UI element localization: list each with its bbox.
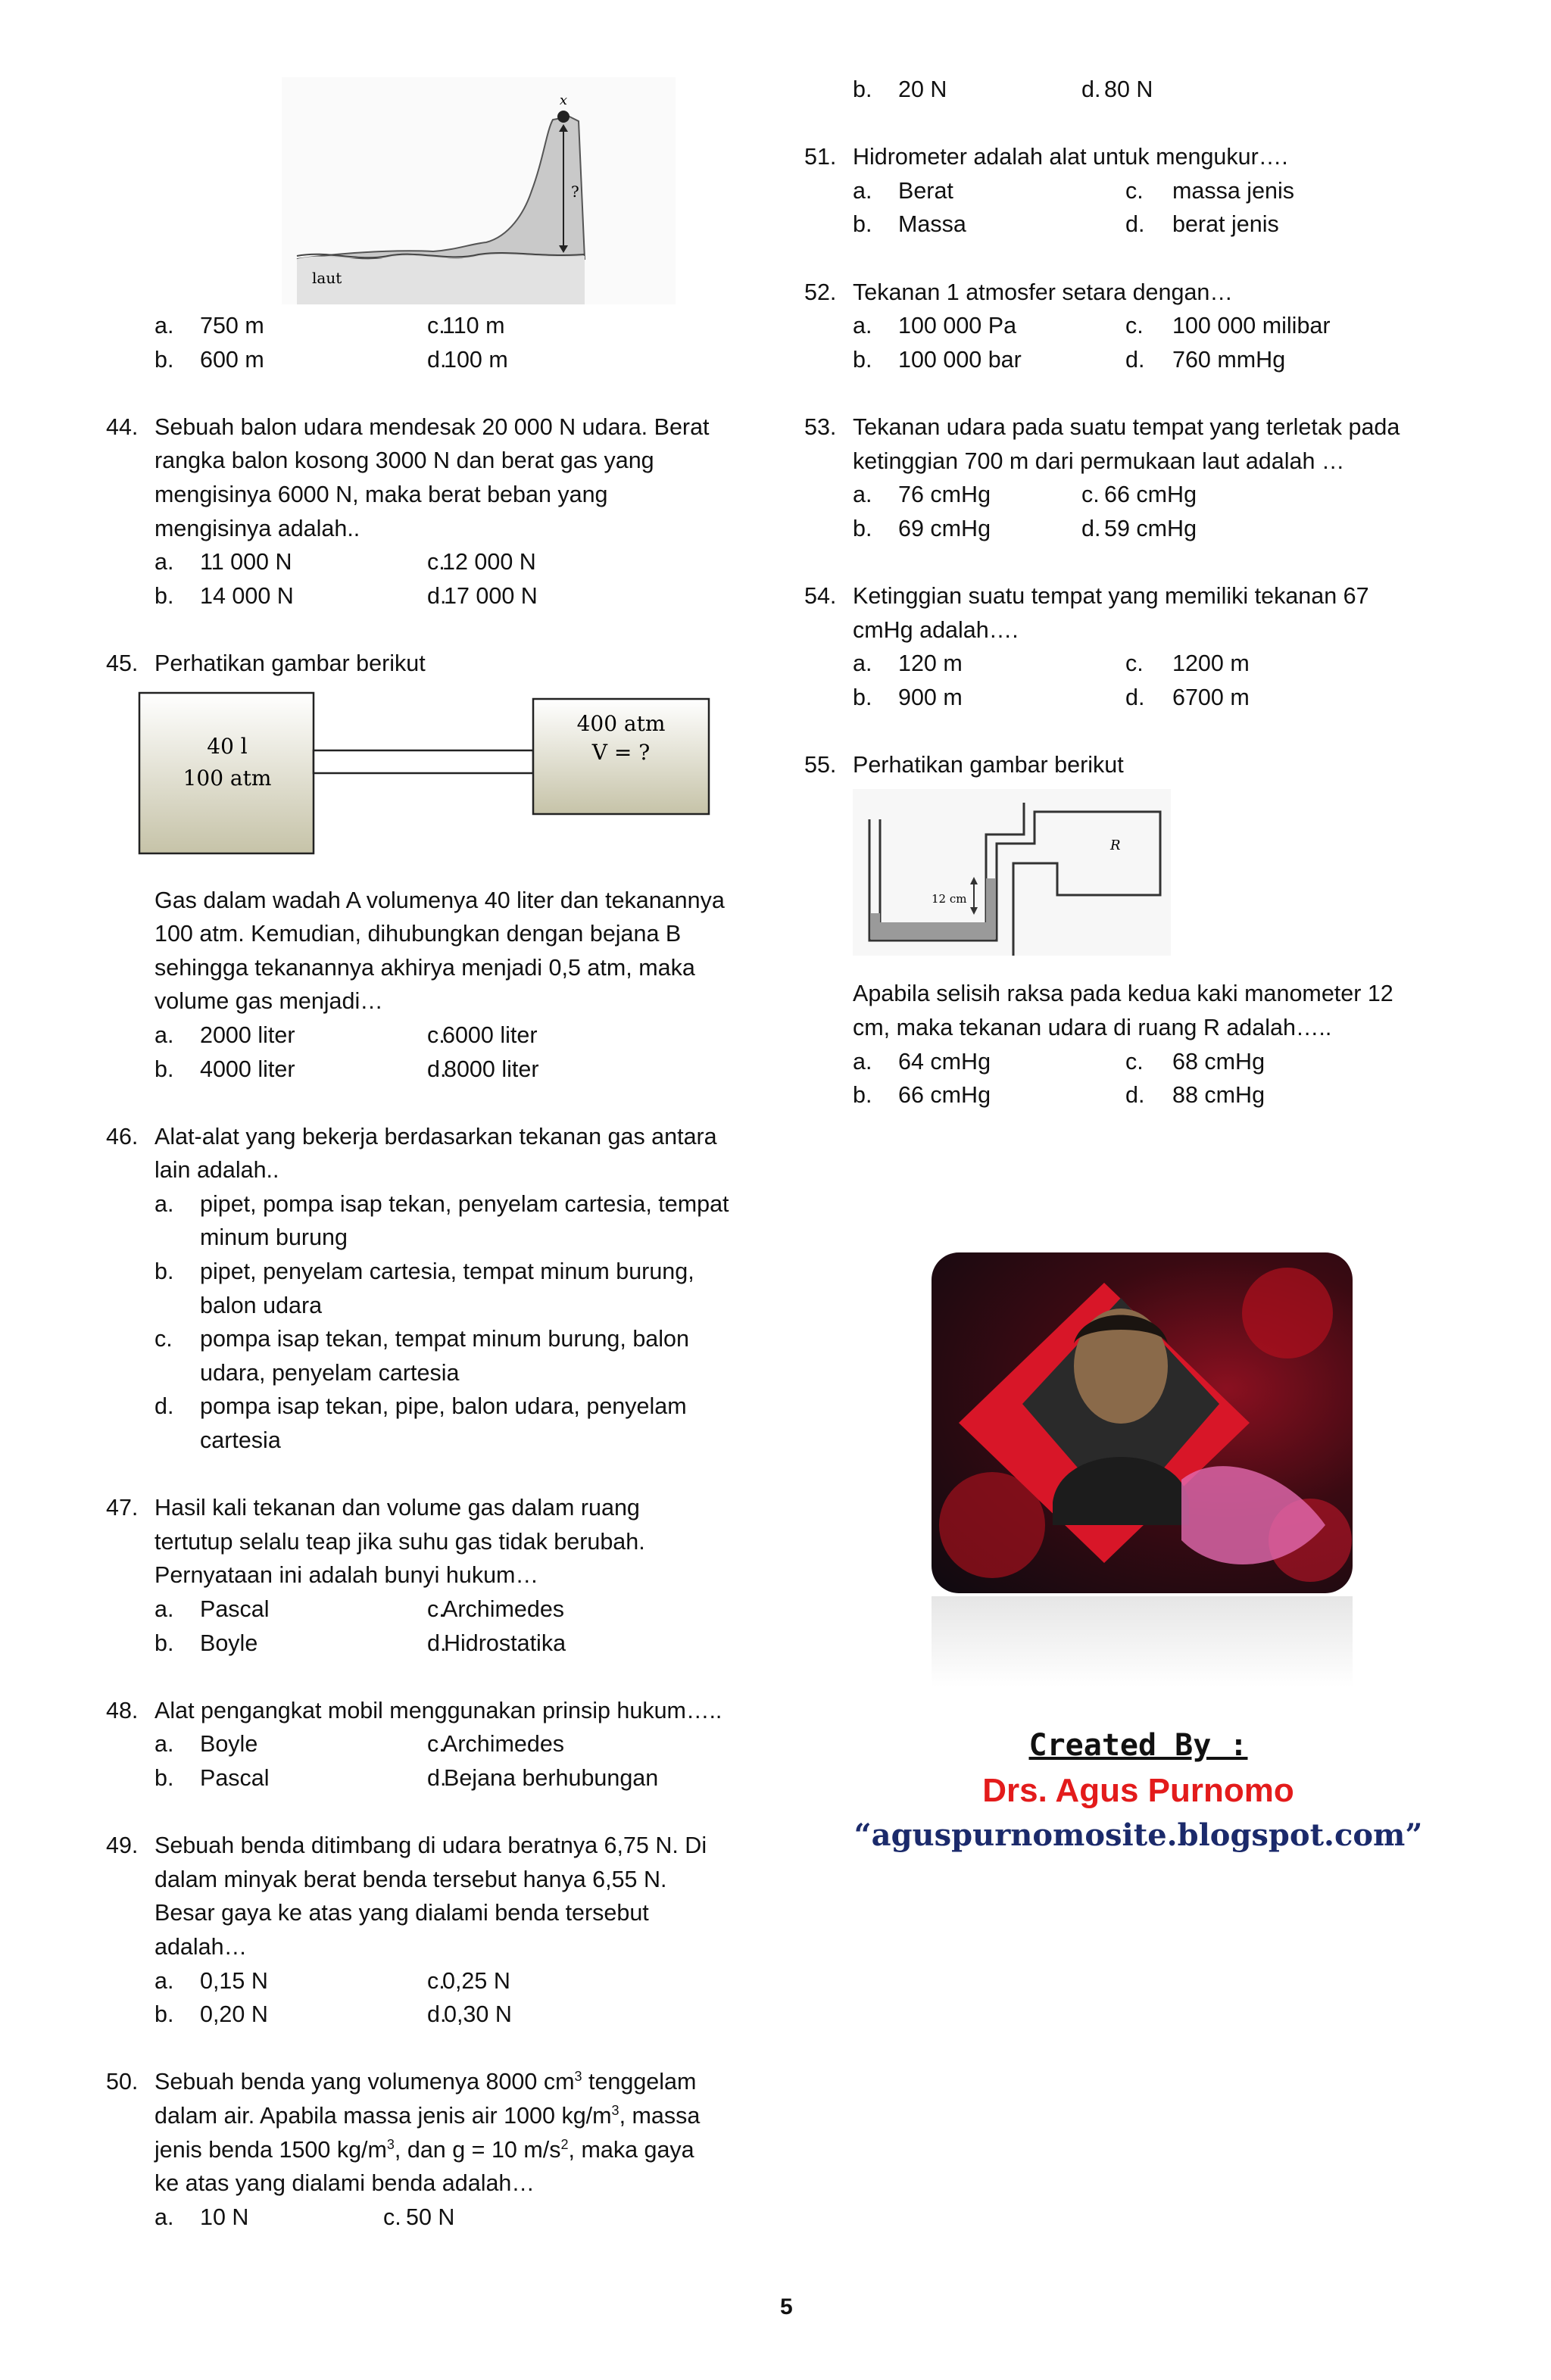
q47-opt-b: Boyle bbox=[200, 1630, 258, 1656]
q50-number: 50. bbox=[106, 2069, 139, 2095]
q45-text: volume gas menjadi… bbox=[154, 988, 383, 1015]
q46-opt-a: minum burung bbox=[200, 1224, 348, 1251]
tanks-diagram bbox=[136, 681, 742, 884]
question-54 bbox=[804, 579, 1486, 714]
q49-opt-a: 0,15 N bbox=[200, 1967, 268, 1994]
q51-opt-c: massa jenis bbox=[1172, 177, 1295, 204]
q52-opt-a: 100 000 Pa bbox=[898, 313, 1017, 339]
q51-opt-b-letter: b. bbox=[853, 211, 872, 238]
question-47 bbox=[106, 1491, 788, 1660]
q55-opt-a: 64 cmHg bbox=[898, 1048, 991, 1075]
q46-opt-d-letter: d. bbox=[154, 1393, 174, 1420]
x-label: x bbox=[559, 92, 568, 108]
q47-text: Pernyataan ini adalah bunyi hukum… bbox=[154, 1562, 538, 1589]
sea-label: laut bbox=[312, 269, 342, 287]
q55-opt-d-letter: d. bbox=[1125, 1082, 1145, 1109]
tank-b-volume: V = ? bbox=[591, 739, 651, 765]
q47-text: Hasil kali tekanan dan volume gas dalam ruang bbox=[154, 1495, 640, 1521]
q52-opt-b: 100 000 bar bbox=[898, 346, 1022, 373]
question-46 bbox=[106, 1120, 788, 1458]
q51-number: 51. bbox=[804, 144, 837, 170]
q43-row-2 bbox=[106, 343, 788, 377]
q50-text: ke atas yang dialami benda adalah… bbox=[154, 2170, 535, 2197]
q51-opt-d-letter: d. bbox=[1125, 211, 1145, 238]
q48-opt-b-letter: b. bbox=[154, 1764, 174, 1791]
q53-opt-d: 59 cmHg bbox=[1104, 515, 1197, 541]
q48-opt-a: Boyle bbox=[200, 1731, 258, 1758]
q51-opt-a: Berat bbox=[898, 177, 953, 204]
q44-opt-a: 11 000 N bbox=[200, 549, 292, 576]
q53-opt-c: 66 cmHg bbox=[1104, 482, 1197, 508]
q45-opt-a: 2000 liter bbox=[200, 1022, 295, 1048]
q47-opt-a-letter: a. bbox=[154, 1596, 174, 1622]
tank-a-pressure: 100 atm bbox=[183, 765, 272, 791]
manometer-diagram bbox=[853, 789, 1171, 956]
q44-opt-a-letter: a. bbox=[154, 549, 174, 576]
q45-intro: Perhatikan gambar berikut bbox=[154, 650, 426, 676]
author-name: Drs. Agus Purnomo bbox=[982, 1772, 1294, 1809]
q47-opt-d: Hidrostatika bbox=[444, 1630, 566, 1656]
q49-opt-c: 0,25 N bbox=[442, 1967, 510, 1994]
q44-opt-c: 12 000 N bbox=[442, 549, 536, 576]
q43-opt-b: 600 m bbox=[200, 346, 264, 373]
q45-text: Gas dalam wadah A volumenya 40 liter dan tekanannya bbox=[154, 887, 725, 913]
tank-b-pressure: 400 atm bbox=[576, 710, 666, 736]
question-51 bbox=[804, 140, 1486, 242]
q46-opt-d: pompa isap tekan, pipe, balon udara, penyelam bbox=[200, 1393, 687, 1420]
balloon-dot bbox=[557, 111, 570, 123]
connecting-pipe bbox=[314, 750, 533, 773]
q43-opt-a: 750 m bbox=[200, 313, 264, 338]
q55-opt-b-letter: b. bbox=[853, 1082, 872, 1109]
question-53 bbox=[804, 410, 1486, 545]
q50-opt-d: 80 N bbox=[1104, 76, 1153, 102]
q50-opt-a-letter: a. bbox=[154, 2204, 174, 2230]
q51-opt-a-letter: a. bbox=[853, 177, 872, 204]
portrait-illustration bbox=[932, 1252, 1353, 1593]
q50-opt-b-letter: b. bbox=[853, 76, 872, 102]
q47-text: tertutup selalu teap jika suhu gas tidak berubah. bbox=[154, 1528, 645, 1555]
q49-text: dalam minyak berat benda tersebut hanya 6,55 N. bbox=[154, 1866, 667, 1892]
q46-opt-c: pompa isap tekan, tempat minum burung, balon bbox=[200, 1326, 689, 1352]
q55-text: Apabila selisih raksa pada kedua kaki manometer 12 bbox=[853, 981, 1393, 1007]
q53-opt-b: 69 cmHg bbox=[898, 515, 991, 541]
question-45 bbox=[106, 647, 788, 1086]
q55-manometer-figure bbox=[804, 781, 1486, 977]
q52-text: Tekanan 1 atmosfer setara dengan… bbox=[853, 279, 1233, 305]
q48-opt-c: Archimedes bbox=[442, 1731, 565, 1758]
q49-opt-d-letter: d. bbox=[427, 2001, 447, 2028]
q44-text: mengisinya 6000 N, maka berat beban yang bbox=[154, 481, 608, 507]
q49-opt-d: 0,30 N bbox=[444, 2001, 512, 2028]
q50-text: jenis benda 1500 $kg/m^3$, dan g = 10 $m/s^2$, maka gaya bbox=[154, 2136, 694, 2163]
q50-opt-a: 10 N bbox=[200, 2204, 249, 2230]
q47-opt-b-letter: b. bbox=[154, 1630, 174, 1656]
q53-opt-a-letter: a. bbox=[853, 482, 872, 508]
q48-text: Alat pengangkat mobil menggunakan prinsip hukum….. bbox=[154, 1697, 722, 1723]
q46-text: lain adalah.. bbox=[154, 1157, 279, 1184]
author-photo-reflection bbox=[932, 1596, 1353, 1687]
author-site-link[interactable]: “aguspurnomosite.blogspot.com” bbox=[854, 1817, 1423, 1853]
q54-opt-d: 6700 m bbox=[1172, 684, 1250, 710]
q48-opt-b: Pascal bbox=[200, 1764, 270, 1791]
q51-text: Hidrometer adalah alat untuk mengukur…. bbox=[853, 144, 1288, 170]
question-49 bbox=[106, 1829, 788, 2032]
cliff-diagram bbox=[282, 77, 676, 304]
q47-opt-d-letter: d. bbox=[427, 1630, 447, 1656]
q54-text: Ketinggian suatu tempat yang memiliki tekanan 67 bbox=[853, 582, 1369, 609]
height-question-label: ? bbox=[571, 182, 579, 201]
q50-opt-c: 50 N bbox=[406, 2204, 455, 2230]
q44-opt-b-letter: b. bbox=[154, 582, 174, 609]
height-difference-label: 12 cm bbox=[932, 892, 967, 906]
q50-opt-d-letter: d. bbox=[1081, 76, 1101, 102]
q55-opt-d: 88 cmHg bbox=[1172, 1082, 1265, 1109]
q54-text: cmHg adalah…. bbox=[853, 616, 1019, 643]
q54-opt-b-letter: b. bbox=[853, 684, 872, 710]
q48-opt-d-letter: d. bbox=[427, 1764, 447, 1791]
q45-opt-c-letter: c. bbox=[427, 1022, 445, 1048]
question-50 bbox=[106, 2065, 788, 2234]
q44-opt-b: 14 000 N bbox=[200, 582, 294, 609]
q49-opt-b: 0,20 N bbox=[200, 2001, 268, 2028]
page-number: 5 bbox=[780, 2294, 793, 2319]
q46-opt-c-letter: c. bbox=[154, 1326, 173, 1352]
q55-opt-c: 68 cmHg bbox=[1172, 1048, 1265, 1075]
q46-opt-b: balon udara bbox=[200, 1292, 323, 1318]
q45-opt-b: 4000 liter bbox=[200, 1056, 295, 1082]
q49-number: 49. bbox=[106, 1833, 139, 1859]
q53-opt-d-letter: d. bbox=[1081, 515, 1101, 541]
q53-number: 53. bbox=[804, 413, 837, 440]
q50-opt-c-letter: c. bbox=[383, 2204, 401, 2230]
q54-opt-c-letter: c. bbox=[1125, 650, 1144, 677]
q47-opt-c: Archimedes bbox=[442, 1596, 565, 1622]
question-52 bbox=[804, 276, 1486, 377]
q46-number: 46. bbox=[106, 1123, 139, 1149]
q55-opt-b: 66 cmHg bbox=[898, 1082, 991, 1109]
room-r-label: R bbox=[1110, 838, 1121, 854]
q51-opt-b: Massa bbox=[898, 211, 966, 238]
q49-opt-c-letter: c. bbox=[427, 1967, 445, 1994]
q48-opt-d: Bejana berhubungan bbox=[444, 1764, 659, 1791]
q53-opt-c-letter: c. bbox=[1081, 482, 1100, 508]
author-photo bbox=[932, 1252, 1353, 1593]
q43-opt-b-letter: b. bbox=[154, 346, 174, 373]
q52-number: 52. bbox=[804, 279, 837, 305]
q52-opt-b-letter: b. bbox=[853, 346, 872, 373]
q43-opt-c-letter: c. bbox=[427, 313, 445, 338]
q50-text: Sebuah benda yang volumenya 8000 $cm^3$ tenggelam bbox=[154, 2069, 697, 2095]
q54-number: 54. bbox=[804, 582, 837, 609]
q48-number: 48. bbox=[106, 1697, 139, 1723]
q53-opt-a: 76 cmHg bbox=[898, 482, 991, 508]
q50-opt-b: 20 N bbox=[898, 76, 947, 102]
q44-number: 44. bbox=[106, 413, 139, 440]
q47-opt-a: Pascal bbox=[200, 1596, 270, 1622]
q43-cliff-figure bbox=[282, 77, 676, 304]
q44-opt-c-letter: c. bbox=[427, 549, 445, 576]
q44-text: rangka balon kosong 3000 N dan berat gas yang bbox=[154, 448, 654, 474]
q48-opt-c-letter: c. bbox=[427, 1731, 445, 1758]
q45-text: sehingga tekanannya akhirya menjadi 0,5 atm, maka bbox=[154, 954, 695, 981]
q54-opt-c: 1200 m bbox=[1172, 650, 1250, 677]
q45-opt-a-letter: a. bbox=[154, 1022, 174, 1048]
created-by-label: Created By : bbox=[1028, 1728, 1248, 1763]
q55-number: 55. bbox=[804, 751, 837, 778]
q48-opt-a-letter: a. bbox=[154, 1731, 174, 1758]
q44-opt-d-letter: d. bbox=[427, 582, 447, 609]
q46-opt-c: udara, penyelam cartesia bbox=[200, 1359, 460, 1386]
q43-opt-a-letter: a. bbox=[154, 313, 174, 338]
q43-row-1 bbox=[106, 309, 788, 343]
q51-opt-c-letter: c. bbox=[1125, 177, 1144, 204]
q45-opt-d-letter: d. bbox=[427, 1056, 447, 1082]
q45-tanks-figure bbox=[106, 681, 788, 884]
q55-opt-a-letter: a. bbox=[853, 1048, 872, 1075]
q52-opt-d-letter: d. bbox=[1125, 346, 1145, 373]
q43-opt-d: 100 m bbox=[444, 346, 508, 373]
q49-text: Besar gaya ke atas yang dialami benda tersebut bbox=[154, 1900, 649, 1926]
q49-opt-b-letter: b. bbox=[154, 2001, 174, 2028]
q52-opt-c-letter: c. bbox=[1125, 313, 1144, 339]
q51-opt-d: berat jenis bbox=[1172, 211, 1279, 238]
q52-opt-d: 760 mmHg bbox=[1172, 346, 1286, 373]
q53-text: ketinggian 700 m dari permukaan laut adalah … bbox=[853, 448, 1345, 474]
q46-opt-a: pipet, pompa isap tekan, penyelam cartesia, tempat bbox=[200, 1190, 729, 1217]
q47-number: 47. bbox=[106, 1495, 139, 1521]
q44-text: Sebuah balon udara mendesak 20 000 N udara. Berat bbox=[154, 413, 710, 440]
q55-opt-c-letter: c. bbox=[1125, 1048, 1144, 1075]
q45-number: 45. bbox=[106, 650, 139, 676]
q50-text: dalam air. Apabila massa jenis air 1000 $kg/m^3$, massa bbox=[154, 2102, 701, 2129]
q55-intro: Perhatikan gambar berikut bbox=[853, 751, 1124, 778]
q45-text: 100 atm. Kemudian, dihubungkan dengan bejana B bbox=[154, 921, 682, 947]
q49-text: Sebuah benda ditimbang di udara beratnya 6,75 N. Di bbox=[154, 1833, 707, 1859]
q43-opt-c: 110 m bbox=[442, 313, 505, 338]
q45-opt-c: 6000 liter bbox=[442, 1022, 538, 1048]
q46-opt-b-letter: b. bbox=[154, 1259, 174, 1285]
q49-text: adalah… bbox=[154, 1933, 248, 1960]
q46-opt-d: cartesia bbox=[200, 1427, 281, 1454]
q54-opt-a: 120 m bbox=[898, 650, 963, 677]
q46-opt-a-letter: a. bbox=[154, 1190, 174, 1217]
q46-opt-b: pipet, penyelam cartesia, tempat minum burung, bbox=[200, 1259, 694, 1285]
tank-a-volume: 40 l bbox=[207, 733, 248, 759]
q46-text: Alat-alat yang bekerja berdasarkan tekanan gas antara bbox=[154, 1123, 717, 1149]
q54-opt-a-letter: a. bbox=[853, 650, 872, 677]
q52-opt-c: 100 000 milibar bbox=[1172, 313, 1331, 339]
q53-text: Tekanan udara pada suatu tempat yang terletak pada bbox=[853, 413, 1400, 440]
q53-opt-b-letter: b. bbox=[853, 515, 872, 541]
q49-opt-a-letter: a. bbox=[154, 1967, 174, 1994]
q45-opt-d: 8000 liter bbox=[444, 1056, 539, 1082]
question-44 bbox=[106, 410, 788, 613]
q54-opt-b: 900 m bbox=[898, 684, 963, 710]
q55-text: cm, maka tekanan udara di ruang R adalah….. bbox=[853, 1015, 1332, 1041]
q45-opt-b-letter: b. bbox=[154, 1056, 174, 1082]
q44-text: mengisinya adalah.. bbox=[154, 515, 360, 541]
q52-opt-a-letter: a. bbox=[853, 313, 872, 339]
q54-opt-d-letter: d. bbox=[1125, 684, 1145, 710]
question-55 bbox=[804, 748, 1486, 1112]
question-48 bbox=[106, 1694, 788, 1795]
q47-opt-c-letter: c. bbox=[427, 1596, 445, 1622]
q44-opt-d: 17 000 N bbox=[444, 582, 538, 609]
q43-opt-d-letter: d. bbox=[427, 346, 447, 373]
